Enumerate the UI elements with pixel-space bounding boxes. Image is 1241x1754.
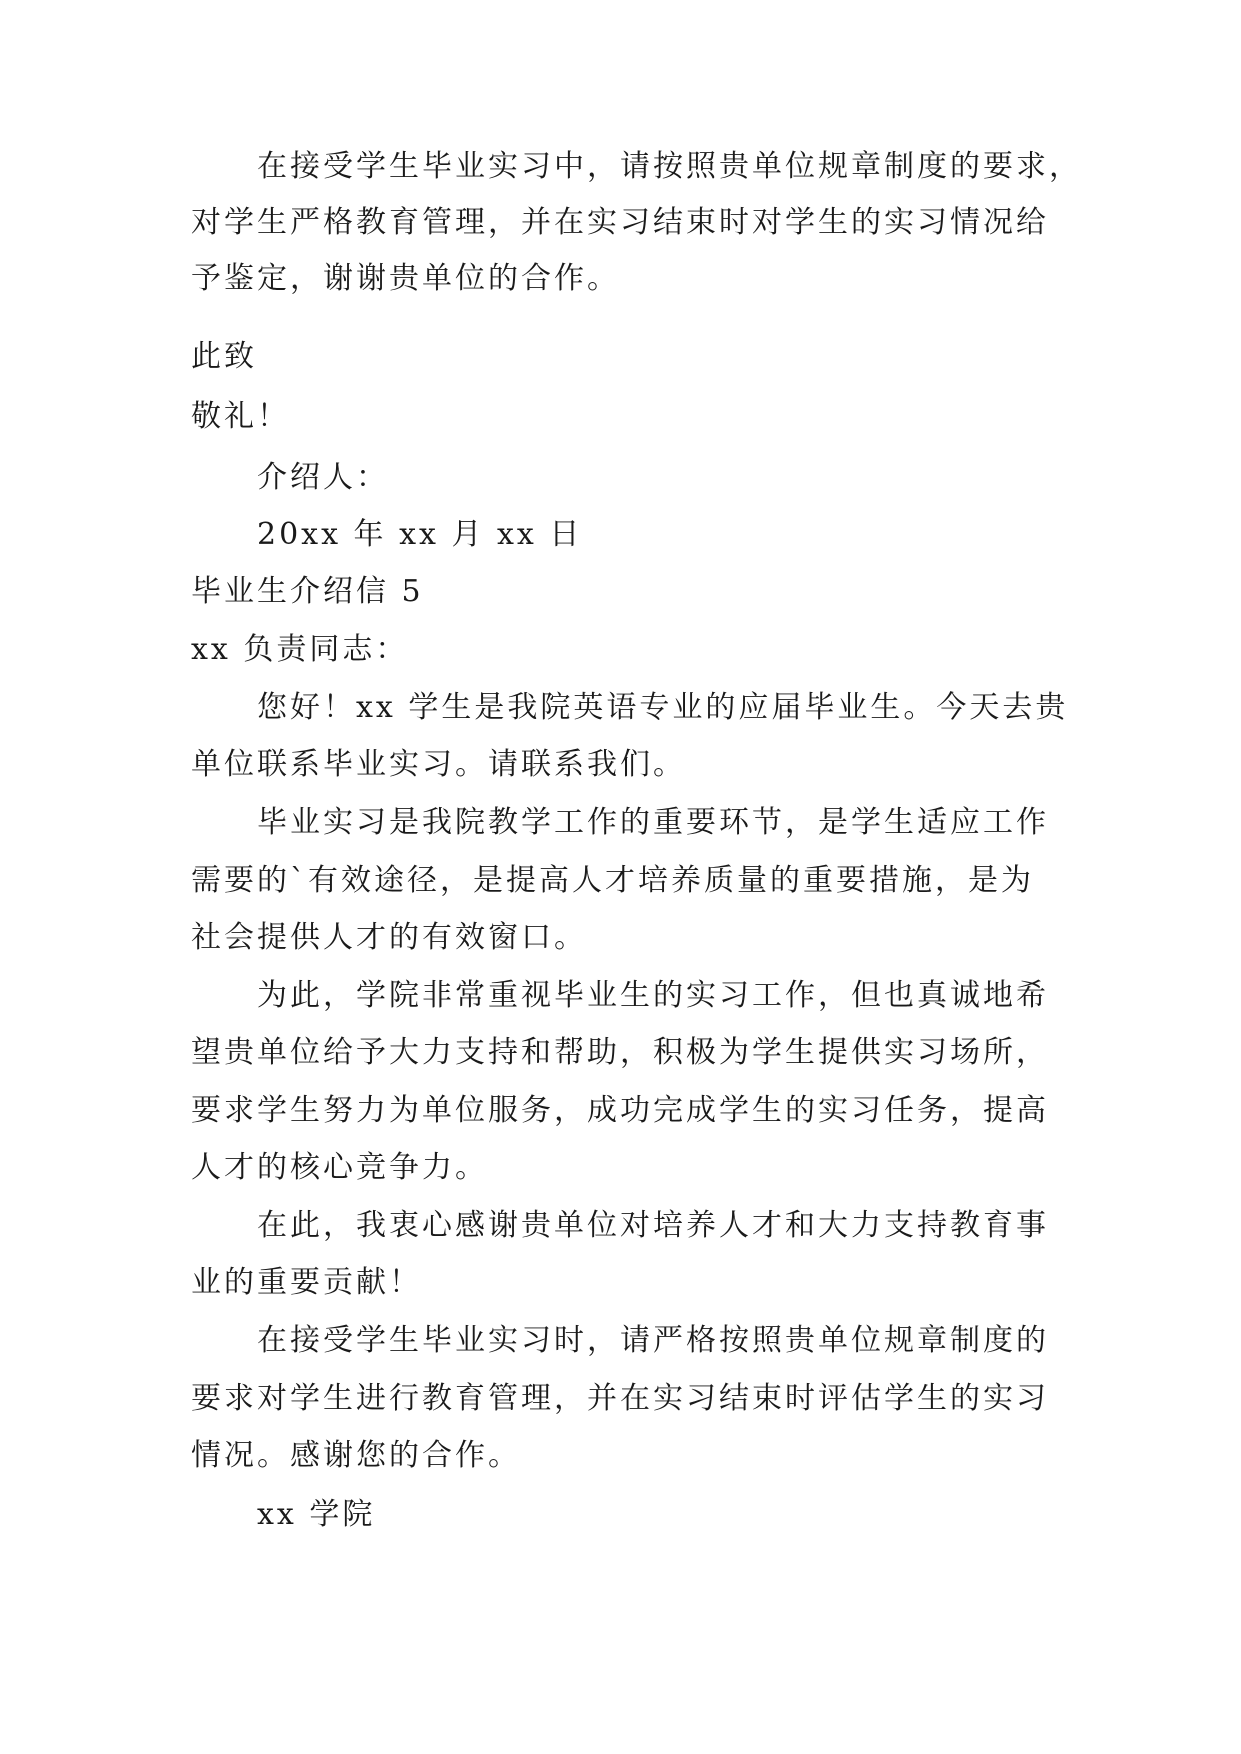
introducer-label: 介绍人： — [257, 460, 389, 495]
paragraph-line: 业的重要贡献！ — [191, 1265, 422, 1300]
paragraph-line: 望贵单位给予大力支持和帮助，积极为学生提供实习场所， — [191, 1035, 1049, 1070]
addressee-line: xx 负责同志： — [191, 632, 409, 667]
paragraph-line: 情况。感谢您的合作。 — [191, 1438, 521, 1473]
section-title: 毕业生介绍信 5 — [191, 574, 424, 609]
paragraph-line: 单位联系毕业实习。请联系我们。 — [191, 747, 686, 782]
paragraph-line: 在此，我衷心感谢贵单位对培养人才和大力支持教育事 — [257, 1208, 1049, 1243]
paragraph-line: 要求学生努力为单位服务，成功完成学生的实习任务，提高 — [191, 1093, 1049, 1128]
paragraph-line: 为此，学院非常重视毕业生的实习工作，但也真诚地希 — [257, 978, 1049, 1013]
paragraph-line: 需要的`有效途径，是提高人才培养质量的重要措施，是为 — [191, 863, 1034, 898]
paragraph-line: 要求对学生进行教育管理，并在实习结束时评估学生的实习 — [191, 1381, 1049, 1416]
paragraph-line: 毕业实习是我院教学工作的重要环节，是学生适应工作 — [257, 805, 1049, 840]
paragraph-line: 您好！xx 学生是我院英语专业的应届毕业生。今天去贵 — [257, 690, 1069, 725]
paragraph-line: 对学生严格教育管理，并在实习结束时对学生的实习情况给 — [191, 205, 1049, 240]
paragraph-line: 在接受学生毕业实习中，请按照贵单位规章制度的要求， — [257, 149, 1082, 184]
paragraph-line: 社会提供人才的有效窗口。 — [191, 920, 587, 955]
salutation-line: 敬礼！ — [191, 399, 290, 434]
paragraph-line: 在接受学生毕业实习时，请严格按照贵单位规章制度的 — [257, 1323, 1049, 1358]
paragraph-line: 予鉴定，谢谢贵单位的合作。 — [191, 261, 620, 296]
paragraph-line: 人才的核心竞争力。 — [191, 1150, 488, 1185]
date-line: 20xx 年 xx 月 xx 日 — [257, 517, 583, 552]
closing-line: 此致 — [191, 339, 257, 374]
signature-line: xx 学院 — [257, 1497, 376, 1532]
